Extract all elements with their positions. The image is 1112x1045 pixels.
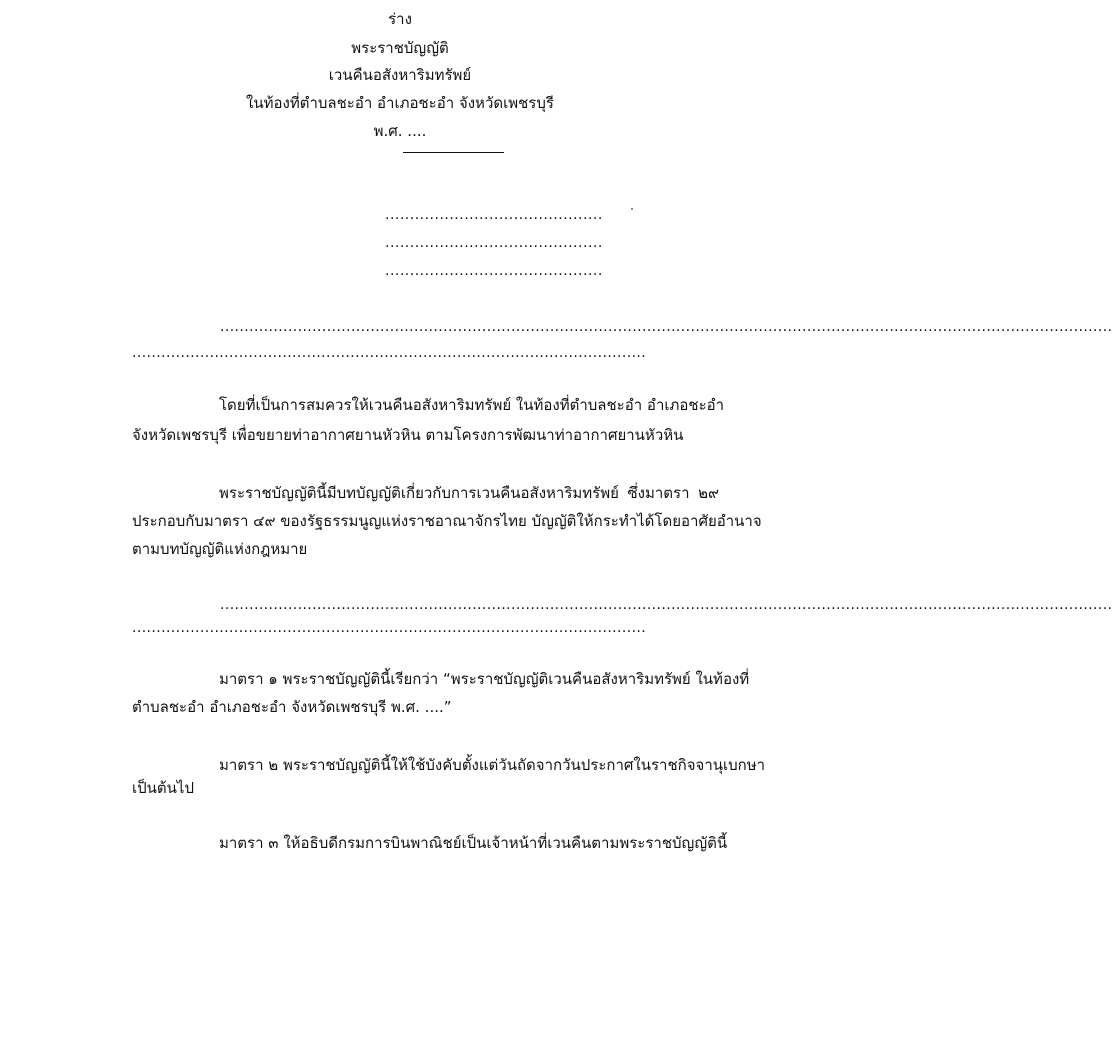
draft-label: ร่าง [388, 10, 412, 28]
scan-speck [631, 208, 633, 210]
dotted-line-2b: .......................................................................................................... [132, 620, 647, 636]
preamble-dots-3: ............................................ [385, 263, 603, 279]
preamble-dots-2: ............................................ [385, 235, 603, 251]
act-year: พ.ศ. .... [373, 122, 427, 140]
dotted-line-2a: ........................................................................................................................................................................................ [220, 597, 1112, 613]
act-location: ในท้องที่ตำบลชะอำ อำเภอชะอำ จังหวัดเพชรบุรี [246, 94, 554, 112]
section-2-line-1: มาตรา ๒ พระราชบัญญัตินี้ให้ใช้บังคับตั้งแต่วันถัดจากวันประกาศในราชกิจจานุเบกษา [219, 756, 766, 774]
rationale-line-1: โดยที่เป็นการสมควรให้เวนคืนอสังหาริมทรัพย์ ในท้องที่ตำบลชะอำ อำเภอชะอำ [219, 396, 725, 414]
title-divider [403, 152, 504, 153]
legal-basis-line-1: พระราชบัญญัตินี้มีบทบัญญัติเกี่ยวกับการเวนคืนอสังหาริมทรัพย์ ซึ่งมาตรา ๒๙ [219, 484, 719, 502]
section-1-line-1: มาตรา ๑ พระราชบัญญัตินี้เรียกว่า “พระราชบัญญัติเวนคืนอสังหาริมทรัพย์ ในท้องที่ [219, 670, 750, 688]
rationale-line-2: จังหวัดเพชรบุรี เพื่อขยายท่าอากาศยานหัวหิน ตามโครงการพัฒนาท่าอากาศยานหัวหิน [132, 426, 684, 444]
section-2-line-2: เป็นต้นไป [132, 779, 194, 797]
dotted-line-1b: .......................................................................................................... [132, 345, 647, 361]
legal-basis-line-3: ตามบทบัญญัติแห่งกฎหมาย [132, 540, 308, 558]
dotted-line-1a: ........................................................................................................................................................................................ [220, 319, 1112, 335]
section-1-line-2: ตำบลชะอำ อำเภอชะอำ จังหวัดเพชรบุรี พ.ศ. ....” [132, 698, 452, 716]
act-subject: เวนคืนอสังหาริมทรัพย์ [328, 66, 472, 84]
section-3-line-1: มาตรา ๓ ให้อธิบดีกรมการบินพาณิชย์เป็นเจ้าหน้าที่เวนคืนตามพระราชบัญญัตินี้ [219, 834, 728, 852]
preamble-dots-1: ............................................ [385, 207, 603, 223]
legal-basis-line-2: ประกอบกับมาตรา ๔๙ ของรัฐธรรมนูญแห่งราชอาณาจักรไทย บัญญัติให้กระทำได้โดยอาศัยอำนาจ [132, 512, 762, 530]
act-title: พระราชบัญญัติ [351, 39, 449, 57]
